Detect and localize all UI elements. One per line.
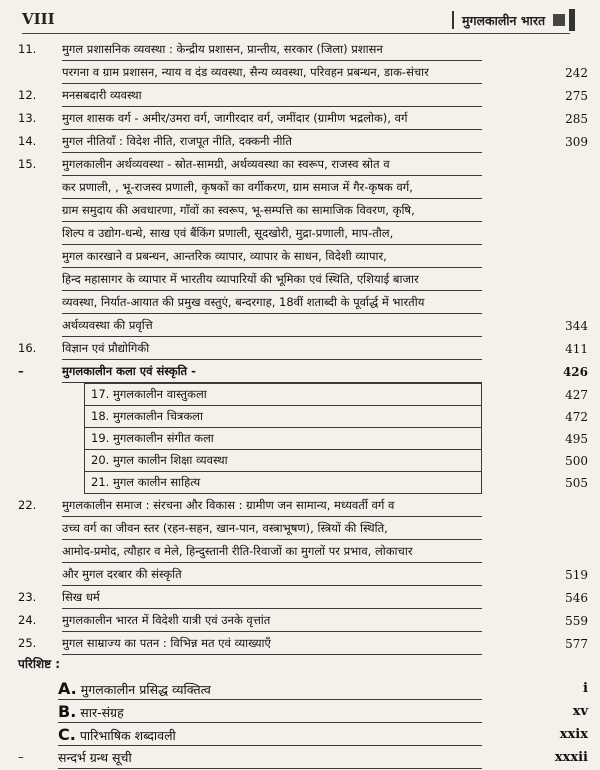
entry-line: अर्थव्यवस्था की प्रवृत्ति [62,314,482,337]
page-header [0,0,600,34]
entry-line: मुगलकालीन अर्थव्यवस्था - स्रोत-सामग्री, अर्थव्यवस्था का स्वरूप, राजस्व स्रोत व [62,153,482,176]
toc-entry [0,586,600,609]
entry-text [62,609,482,632]
appendix-entry [0,700,600,723]
entry-page-number: 559 [565,614,588,628]
entry-line: मनसबदारी व्यवस्था [62,84,482,107]
entry-line: विज्ञान एवं प्रौद्योगिकी [62,337,482,360]
toc-entry [0,107,600,130]
appendix-page-number: i [583,681,588,696]
running-title-box [452,8,600,32]
entry-line: ग्राम समुदाय की अवधारणा, गाँवों का स्वरूप, भू-सम्पत्ति का सामाजिक विवरण, कृषि, [62,199,482,222]
title-divider [452,11,454,29]
entry-text [62,494,482,586]
entry-number: 14. [18,134,37,148]
appendix-page-number: xv [572,704,588,719]
entry-number: 25. [18,636,37,650]
entry-line: मुगलकालीन कला एवं संस्कृति - [62,360,482,383]
sub-entry-line: 18. मुगलकालीन चित्रकला [84,406,482,428]
bibliography-line: सन्दर्भ ग्रन्थ सूची [58,746,482,769]
entry-line: और मुगल दरबार की संस्कृति [62,563,482,586]
appendix-letter: A. [58,679,77,698]
entry-line: सिख धर्म [62,586,482,609]
entry-line: मुगल नीतियाँ : विदेश नीति, राजपूत नीति, दक्कनी नीति [62,130,482,153]
sub-entry-text [84,472,482,494]
bibliography-text [58,746,482,769]
sub-entry-page-number: 500 [565,454,588,468]
table-of-contents [0,38,600,769]
sub-entry-line: 17. मुगलकालीन वास्तुकला [84,383,482,406]
entry-line: आमोद-प्रमोद, त्यौहार व मेले, हिन्दुस्तानी रीति-रिवाजों का मुगलों पर प्रभाव, लोकाचार [62,540,482,563]
entry-page-number: 519 [565,568,588,582]
entry-text [62,586,482,609]
entry-number: – [18,750,24,764]
entry-page-number: 275 [565,89,588,103]
page-number: VIII [22,10,55,28]
entry-text [62,632,482,655]
entry-text [62,130,482,153]
appendix-line [58,700,482,723]
entry-page-number: 426 [562,365,588,379]
appendix-entry [0,723,600,746]
sub-entry-text [84,406,482,428]
entry-line: व्यवस्था, निर्यात-आयात की प्रमुख वस्तुएं, बन्दरगाह, 18वीं शताब्दी के पूर्वार्द्ध में भारतीय [62,291,482,314]
appendix-label: मुगलकालीन प्रसिद्ध व्यक्तित्व [80,682,211,697]
entry-page-number: 309 [565,135,588,149]
appendix-line [58,723,482,746]
toc-entry [0,38,600,84]
entry-number: 13. [18,111,37,125]
entry-line: परगना व ग्राम प्रशासन, न्याय व दंड व्यवस्था, सैन्य व्यवस्था, परिवहन प्रबन्धन, डाक-संचार [62,61,482,84]
appendix-entry [0,677,600,700]
entry-text [62,107,482,130]
sub-entry-page-number: 495 [565,432,588,446]
entry-number: 15. [18,157,37,171]
appendix-entry-text [58,677,482,700]
sub-entry-text [84,428,482,450]
entry-text [62,337,482,360]
entry-page-number: 577 [565,637,588,651]
entry-line: मुगल शासक वर्ग - अमीर/उमरा वर्ग, जागीरदार वर्ग, जमींदार (ग्रामीण भद्रलोक), वर्ग [62,107,482,130]
entry-number: 24. [18,613,37,627]
entry-line: हिन्द महासागर के व्यापार में भारतीय व्यापारियों की भूमिका एवं स्थिति, एशियाई बाजार [62,268,482,291]
entry-line: मुगलकालीन समाज : संरचना और विकास : ग्रामीण जन सामान्य, मध्यवर्ती वर्ग व [62,494,482,517]
header-rule [22,33,570,34]
entry-line: उच्च वर्ग का जीवन स्तर (रहन-सहन, खान-पान, वस्त्राभूषण), स्त्रियों की स्थिति, [62,517,482,540]
appendix-page-number: xxix [559,727,588,742]
entry-page-number: 344 [565,319,588,333]
square-marker-icon [553,14,565,26]
entry-page-number: 285 [565,112,588,126]
entry-line: मुगलकालीन भारत में विदेशी यात्री एवं उनके वृत्तांत [62,609,482,632]
appendix-heading: परिशिष्ट : [18,657,61,671]
appendix-entry-text [58,723,482,746]
toc-entry [0,130,600,153]
toc-entry [0,337,600,360]
toc-entry [0,360,600,383]
entry-number: 22. [18,498,37,512]
running-title: मुगलकालीन भारत [462,12,546,28]
entry-page-number: 411 [565,342,588,356]
toc-entry [0,494,600,586]
toc-sub-entry [0,383,600,406]
toc-sub-entry [0,428,600,450]
sub-entry-line: 19. मुगलकालीन संगीत कला [84,428,482,450]
appendix-entry-text [58,700,482,723]
entry-number: – [18,364,24,378]
toc-entry [0,153,600,337]
entry-number: 11. [18,42,37,56]
appendix-line [58,677,482,700]
appendix-label: सार-संग्रह [80,705,124,720]
appendix-letter: C. [58,725,76,744]
toc-sub-entry [0,450,600,472]
toc-sub-entry [0,472,600,494]
entry-number: 12. [18,88,37,102]
sub-entry-page-number: 505 [565,476,588,490]
sub-entry-page-number: 427 [565,388,588,402]
sub-entry-text [84,383,482,406]
entry-line: शिल्प व उद्योग-धन्धे, साख एवं बैंकिंग प्रणाली, सूदखोरी, मुद्रा-प्रणाली, माप-तौल, [62,222,482,245]
entry-line: मुगल साम्राज्य का पतन : विभिन्न मत एवं व्याख्याएँ [62,632,482,655]
entry-page-number: 242 [565,66,588,80]
toc-entry [0,84,600,107]
appendix-heading-row [0,655,600,677]
entry-text [62,360,482,383]
edge-tab-marker [569,9,575,31]
entry-number: 23. [18,590,37,604]
entry-line: कर प्रणाली, , भू-राजस्व प्रणाली, कृषकों का वर्गीकरण, ग्राम समाज में गैर-कृषक वर्ग, [62,176,482,199]
toc-entry [0,609,600,632]
appendix-label: पारिभाषिक शब्दावली [79,728,176,743]
bibliography-entry [0,746,600,769]
appendix-letter: B. [58,702,77,721]
sub-entry-line: 21. मुगल कालीन साहित्य [84,472,482,494]
entry-number: 16. [18,341,37,355]
entry-line: मुगल प्रशासनिक व्यवस्था : केन्द्रीय प्रशासन, प्रान्तीय, सरकार (जिला) प्रशासन [62,38,482,61]
entry-page-number: 546 [565,591,588,605]
bibliography-page-number: xxxii [554,750,588,765]
sub-entry-line: 20. मुगल कालीन शिक्षा व्यवस्था [84,450,482,472]
toc-sub-entry [0,406,600,428]
sub-entry-text [84,450,482,472]
entry-text [62,153,482,337]
entry-line: मुगल कारखाने व प्रबन्धन, आन्तरिक व्यापार, व्यापार के साधन, विदेशी व्यापार, [62,245,482,268]
entry-text [62,84,482,107]
entry-text [62,38,482,84]
sub-entry-page-number: 472 [565,410,588,424]
toc-entry [0,632,600,655]
